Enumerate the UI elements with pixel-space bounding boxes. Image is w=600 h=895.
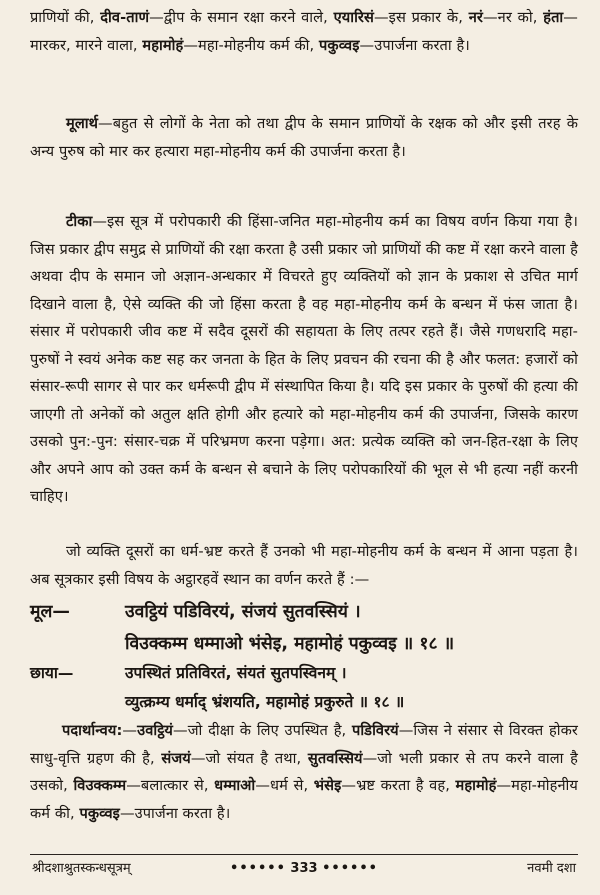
text-segment: —इस प्रकार के, — [373, 9, 469, 26]
text-segment: —जो संयत है तथा, — [190, 749, 308, 767]
term: सुतवस्सियं — [307, 749, 363, 767]
dot-leader: •••••• — [322, 861, 378, 876]
text-segment: —उपार्जना करता है। — [119, 804, 231, 822]
section-label: मूलार्थ — [66, 115, 99, 132]
term: नरं — [468, 9, 483, 26]
term: हंता — [543, 9, 564, 26]
paragraph-tika — [30, 208, 578, 511]
text-segment: प्राणियों की, — [30, 9, 101, 26]
text-segment: —मारकर, मारने वाला, — [30, 9, 578, 54]
verse-mool — [30, 596, 590, 660]
term: भंसेइ — [313, 777, 342, 794]
text-segment: —द्वीप के समान रक्षा करने वाले, — [149, 9, 334, 26]
term: दीव-ताणं — [100, 9, 150, 26]
verse-line: व्युत्क्रम्य धर्माद् भ्रंशयति, महामोहं प्रकुरुते ॥ १८ ॥ — [125, 693, 405, 711]
term: उवट्ठियं — [137, 722, 174, 739]
verse-line: उवट्ठियं पडिविरयं, संजयं सुतवस्सियं । — [125, 602, 361, 622]
text-segment: —महा-मोहनीय कर्म की, — [30, 777, 578, 822]
term: विउक्कम्म — [73, 777, 127, 794]
page-footer — [30, 854, 578, 881]
text-segment: —जो दीक्षा के लिए उपस्थित है, — [173, 722, 352, 739]
text-segment: जो व्यक्ति दूसरों का धर्म-भ्रष्ट करते हैं उनको भी महा-मोहनीय कर्म के बन्धन में आना पड़ता है। अब सूत्रकार इसी विषय के अट्ठारहवें स्थान का वर्णन करते हैं :— — [30, 543, 578, 588]
term: एयारिसं — [333, 9, 374, 26]
term: महामोहं — [142, 36, 184, 54]
text-segment: —जिस ने संसार से विरक्त होकर साधु-वृत्ति ग्रहण की है, — [30, 722, 578, 767]
text-segment: —इस सूत्र में परोपकारी की हिंसा-जनित महा-मोहनीय कर्म का विषय वर्णन किया गया है। जिस प्रकार द्वीप समुद्र से प्राणियों की रक्षा करता है उसी प्रकार जो प्राणियों की कष्ट में रक्षा करने वाला है अथवा दीप के समान जो अज्ञान-अन्धकार में विचरते हुए व्यक्तियों को ज्ञान के प्रकाश से उचित मार्ग दिखाने वाला है, ऐसे व्यक्ति की जो हिंसा करता है वह महा-मोहनीय कर्म के बन्धन में फंस जाता है। संसार में परोपकारी जीव कष्ट में सदैव दूसरों की सहायता के लिए तत्पर रहते हैं। जैसे गणधरादि महा-पुरुषों ने स्वयं अनेक कष्ट सह कर जनता के हित के लिए प्रवचन की रचना की है और फलत: हजारों को संसार-रूपी सागर से पार कर धर्मरूपी द्वीप में संस्थापित किया है। यदि इस प्रकार के पुरुषों की हत्या की जाएगी तो अनेकों को अतुल क्षति होगी और हत्यारे को महा-मोहनीय कर्म की उपार्जना, जिसके कारण उसको पुन:-पुन: संसार-चक्र में परिभ्रमण करना पड़ेगा। अत: प्रत्येक व्यक्ति को जन-हित-रक्षा के लिए और अपने आप को उक्त कर्म के बन्धन से बचाने के लिए परोपकारियों की भूल से भी हत्या नहीं करनी चाहिए। — [30, 213, 578, 505]
book-title: श्रीदशाश्रुतस्कन्धसूत्रम् — [32, 861, 131, 876]
paragraph-word-meanings-cont — [30, 4, 578, 59]
verse-label: छाया— — [30, 664, 74, 682]
text-segment: —महा-मोहनीय कर्म की, — [183, 36, 320, 54]
dot-leader: •••••• — [230, 861, 286, 876]
paragraph-moolarth — [30, 110, 578, 165]
verse-line: उपस्थितं प्रतिविरतं, संयतं सुतपस्विनम् । — [125, 664, 347, 682]
text-segment: —भ्रष्ट करता है वह, — [341, 777, 456, 794]
term: पडिविरयं — [352, 722, 399, 739]
text-segment: — — [122, 722, 138, 739]
paragraph-intro-verse — [30, 538, 578, 593]
chapter-title: नवमी दशा — [527, 861, 576, 876]
term: धम्माओ — [214, 777, 256, 794]
term: पकुव्वइ — [79, 804, 120, 822]
term: महामोहं — [455, 777, 497, 794]
text-segment: —बहुत से लोगों के नेता को तथा द्वीप के समान प्राणियों के रक्षक को और इसी तरह के अन्य पुरुष को मार कर हत्यारा महा-मोहनीय कर्म की उपार्जना करता है। — [30, 115, 578, 160]
page-number-group — [30, 859, 578, 879]
text-segment: —उपार्जना करता है। — [359, 36, 470, 54]
text-segment: —जो भली प्रकार से तप करने वाला है उसको, — [30, 749, 579, 794]
section-label: टीका — [66, 213, 93, 230]
section-label: पदार्थान्वय: — [62, 722, 123, 739]
text-segment: —बलात्कार से, — [126, 777, 215, 794]
paragraph-padarthanvay — [30, 717, 578, 827]
text-segment: —धर्म से, — [255, 777, 314, 794]
text-segment: —नर को, — [482, 9, 544, 26]
verse-line: विउक्कम्म धम्माओ भंसेइ, महामोहं पकुव्वइ ॥ १८ ॥ — [125, 634, 455, 654]
page-number: 333 — [290, 861, 318, 876]
verse-chhaya — [30, 659, 590, 717]
term: संजयं — [161, 749, 191, 767]
verse-label: मूल— — [30, 602, 70, 622]
term: पकुव्वइ — [319, 36, 360, 54]
